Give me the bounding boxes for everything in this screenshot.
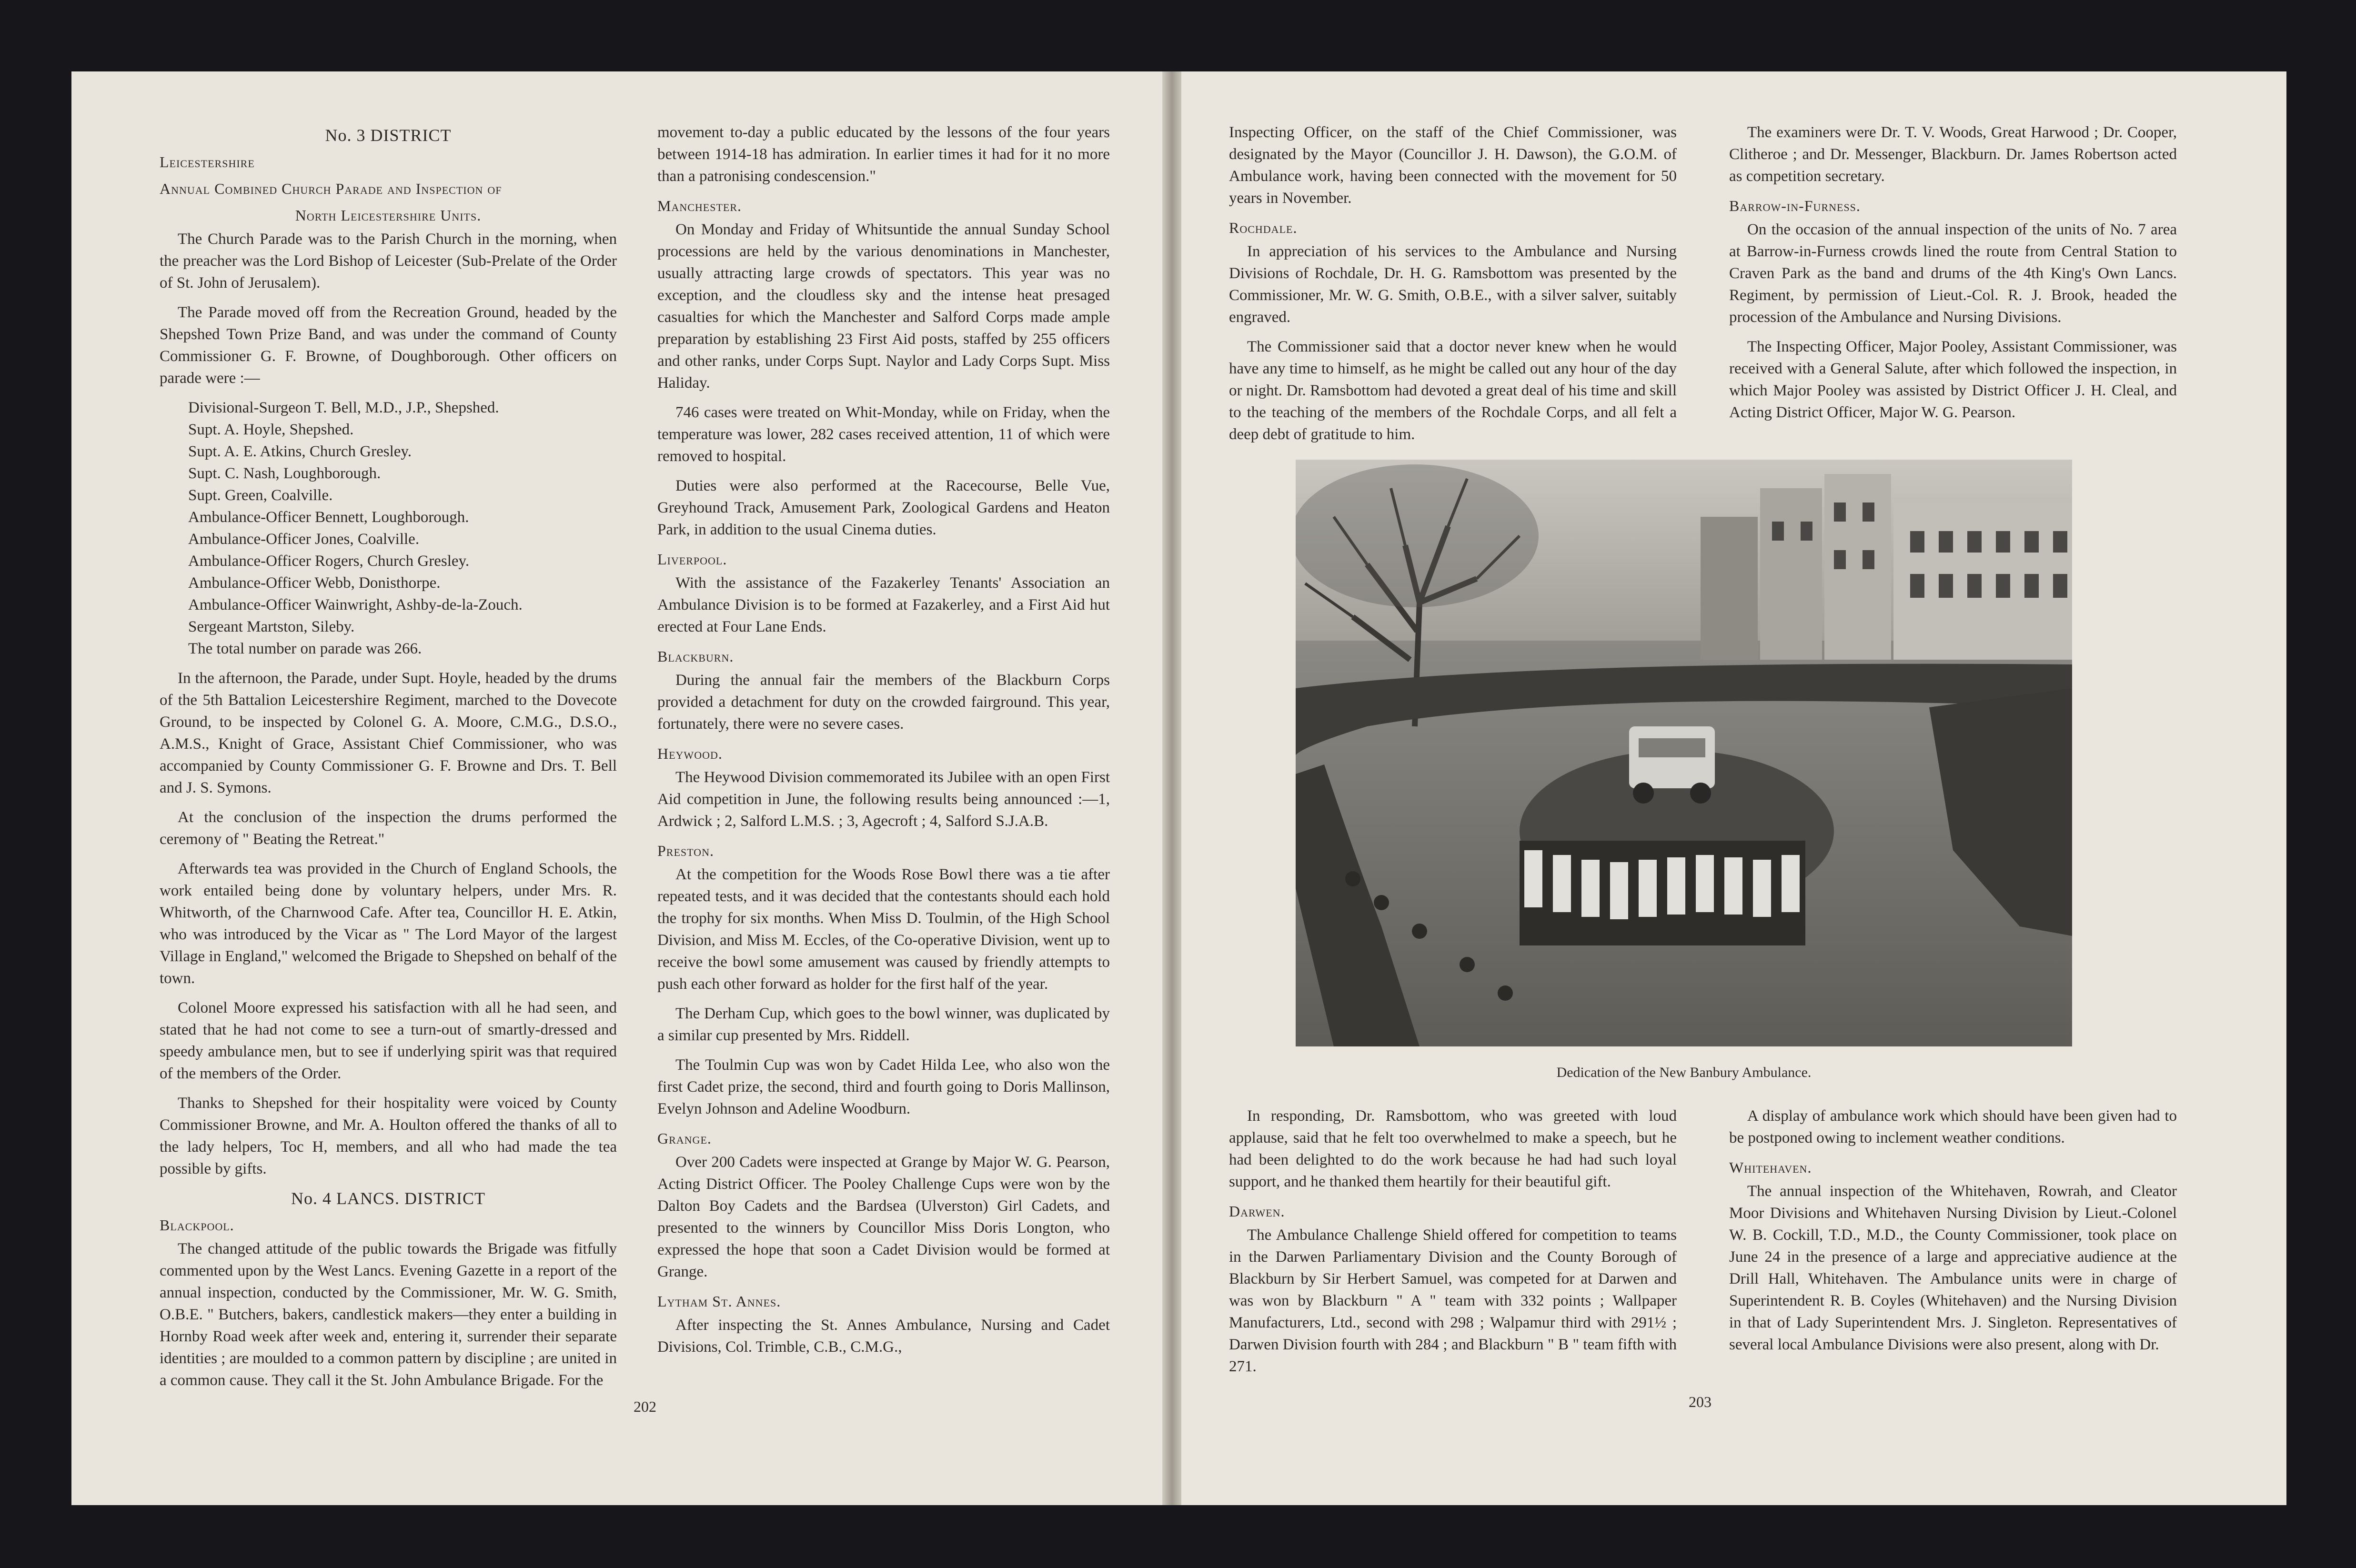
paragraph: With the assistance of the Fazakerley Tenants' Association an Ambulance Division is to be formed at Fazakerley, and a First Aid hut erected at Four Lane Ends.	[657, 574, 1110, 635]
paragraph: The Ambulance Challenge Shield offered for competition to teams in the Darwen Parliamentary Division and the County Borough of Blackburn by Sir Herbert Samuel, was competed for at Darwen and was won by Blackburn " A " team with 332 points ; Wallpaper Manufacturers, Ltd., second with 298 ; Walpamur third with 291½ ; Darwen Division fourth with 284 ; and Blackburn " B " team fifth with 271.	[1229, 1226, 1677, 1375]
paragraph: The Church Parade was to the Parish Church in the morning, when the preacher was the Lord Bishop of Leicester (Sub-Prelate of the Order of St. John of Jerusalem).	[160, 231, 617, 291]
right-column-1-top	[1229, 121, 1677, 453]
section-heading: Manchester.	[657, 197, 742, 214]
page-number: 203	[1689, 1393, 1712, 1410]
right-column-1-bottom	[1229, 1105, 1677, 1385]
district-heading: No. 3 DISTRICT	[325, 126, 452, 145]
book-gutter	[1162, 71, 1181, 1505]
paragraph: At the competition for the Woods Rose Bowl there was a tie after repeated tests, and it was decided that the contestants should each hold the trophy for six months. When Miss D. Toulmin, of the High School Division, and Miss M. Eccles, of the Co-operative Division, went up to receive the bowl some amusement was caused by friendly attempts to push each other forward as holder for the first half of the year.	[657, 866, 1110, 993]
paragraph: At the conclusion of the inspection the drums performed the ceremony of " Beating the Retreat."	[160, 809, 617, 848]
paragraph: movement to-day a public educated by the lessons of the four years between 1914-18 has admiration. In earlier times it had for it no more than a patronising condescension."	[657, 124, 1110, 185]
paragraph: 746 cases were treated on Whit-Monday, while on Friday, when the temperature was lower, 282 cases received attention, 11 of which were removed to hospital.	[657, 404, 1110, 465]
paragraph: On Monday and Friday of Whitsuntide the annual Sunday School processions are held by the various denominations in Manchester, usually attracting large crowds of spectators. This year was no exception, and the cloudless sky and the intense heat presaged casualties for which the Manchester and Salford Corps made ample preparation by establishing 23 First Aid posts, staffed by 255 officers and other ranks, under Corps Supt. Naylor and Lady Corps Supt. Miss Haliday.	[657, 221, 1110, 392]
section-heading: Preston.	[657, 842, 714, 859]
list-item: Divisional-Surgeon T. Bell, M.D., J.P., Shepshed.	[188, 399, 499, 416]
section-heading: Barrow-in-Furness.	[1729, 197, 1861, 214]
list-item: Ambulance-Officer Jones, Coalville.	[188, 531, 420, 548]
district-heading: No. 4 LANCS. DISTRICT	[291, 1189, 486, 1208]
officer-list	[160, 397, 617, 660]
list-item: Ambulance-Officer Wainwright, Ashby-de-la-Zouch.	[188, 596, 523, 613]
left-column-1	[160, 121, 617, 1399]
section-heading: Blackburn.	[657, 648, 734, 665]
ambulance-dedication-photo	[1296, 460, 2072, 1046]
paragraph: A display of ambulance work which should have been given had to be postponed owing to inclement weather conditions.	[1729, 1107, 2177, 1146]
section-heading: Heywood.	[657, 745, 723, 762]
paragraph: The Heywood Division commemorated its Jubilee with an open First Aid competition in June, the following results being announced :—1, Ardwick ; 2, Salford L.M.S. ; 3, Agecroft ; 4, Salford S.J.A.B.	[657, 769, 1110, 830]
paragraph: Afterwards tea was provided in the Church of England Schools, the work entailed being done by voluntary helpers, under Mrs. R. Whitworth, of the Charnwood Cafe. After tea, Councillor H. E. Atkin, who was introduced by the Vicar as " The Lord Mayor of the largest Village in England," welcomed the Brigade to Shepshed on behalf of the town.	[160, 860, 617, 987]
paragraph: The changed attitude of the public towards the Brigade was fitfully commented upon by the West Lancs. Evening Gazette in a report of the annual inspection, conducted by the Commissioner, Mr. W. G. Smith, O.B.E. " Butchers, bakers, candlestick makers—they enter a building in Hornby Road week after week and, entering it, surrender their separate identities ; are moulded to a common pattern by discipline ; are united in a common cause. They call it the St. John Ambulance Brigade. For the	[160, 1240, 617, 1389]
section-heading: Blackpool.	[160, 1216, 234, 1234]
paragraph: In responding, Dr. Ramsbottom, who was greeted with loud applause, said that he felt too overwhelmed to make a speech, but he had been delighted to do the work because he had had such loyal support, and he thanked them heartily for their beautiful gift.	[1229, 1107, 1677, 1190]
paragraph: Colonel Moore expressed his satisfaction with all he had seen, and stated that he had not come to see a turn-out of smartly-dressed and speedy ambulance men, but to see if underlying spirit was that required of the members of the Order.	[160, 999, 617, 1082]
list-item: Sergeant Martston, Sileby.	[188, 618, 355, 635]
paragraph: The Derham Cup, which goes to the bowl winner, was duplicated by a similar cup presented by Mrs. Riddell.	[657, 1005, 1110, 1044]
list-item: Supt. A. E. Atkins, Church Gresley.	[188, 443, 412, 460]
paragraph: On the occasion of the annual inspection of the units of No. 7 area at Barrow-in-Furness crowds lined the route from Central Station to Craven Park as the band and drums of the 4th King's Own Lancs. Regiment, by permission of Lieut.-Col. R. J. Brook, headed the procession of the Ambulance and Nursing Divisions.	[1729, 221, 2177, 326]
paragraph: During the annual fair the members of the Blackburn Corps provided a detachment for duty on the crowded fairground. This year, fortunately, there were no severe cases.	[657, 672, 1110, 733]
paragraph: In the afternoon, the Parade, under Supt. Hoyle, headed by the drums of the 5th Battalion Leicestershire Regiment, marched to the Dovecote Ground, to be inspected by Colonel G. A. Moore, C.M.G., D.S.O., A.M.S., Knight of Grace, Assistant Chief Commissioner, who was accompanied by County Commissioner G. F. Browne and Drs. T. Bell and J. S. Symons.	[160, 670, 617, 796]
photo-caption: Dedication of the New Banbury Ambulance.	[1556, 1065, 1812, 1080]
section-heading: Rochdale.	[1229, 219, 1298, 236]
page-number: 202	[634, 1398, 656, 1415]
section-heading: Lytham St. Annes.	[657, 1293, 781, 1310]
section-heading: Liverpool.	[657, 551, 727, 568]
list-item: Ambulance-Officer Webb, Donisthorpe.	[188, 574, 441, 592]
paragraph: The annual inspection of the Whitehaven, Rowrah, and Cleator Moor Divisions and Whitehaven Nursing Division by Lieut.-Colonel W. B. Cockill, T.D., M.D., the County Commissioner, took place on June 24 in the presence of a large and appreciative audience at the Drill Hall, Whitehaven. The Ambulance units were in charge of Superintendent R. B. Coyles (Whitehaven) and the Nursing Division in that of Lady Superintendent Mrs. J. Singleton. Representatives of several local Ambulance Divisions were also present, along with Dr.	[1729, 1183, 2177, 1353]
paragraph: The Parade moved off from the Recreation Ground, headed by the Shepshed Town Prize Band, and was under the command of County Commissioner G. F. Browne, of Doughborough. Other officers on parade were :—	[160, 304, 617, 387]
list-item: Ambulance-Officer Bennett, Loughborough.	[188, 509, 469, 526]
paragraph: Duties were also performed at the Racecourse, Belle Vue, Greyhound Track, Amusement Park, Zoological Gardens and Heaton Park, in addition to the usual Cinema duties.	[657, 477, 1110, 538]
list-item: Ambulance-Officer Rogers, Church Gresley.	[188, 553, 470, 570]
section-heading: Leicestershire	[160, 153, 255, 171]
list-item: Supt. Green, Coalville.	[188, 487, 333, 504]
left-column-2	[657, 121, 1110, 1366]
section-subheading: Annual Combined Church Parade and Inspection of	[160, 180, 502, 197]
paragraph: Inspecting Officer, on the staff of the Chief Commissioner, was designated by the Mayor (Councillor J. H. Dawson), the G.O.M. of Ambulance work, having been connected with the movement for 50 years in November.	[1229, 124, 1677, 207]
photo-illustration	[1296, 460, 2072, 1046]
paragraph: The Toulmin Cup was won by Cadet Hilda Lee, who also won the first Cadet prize, the second, third and fourth going to Doris Mallinson, Evelyn Johnson and Adeline Woodburn.	[657, 1056, 1110, 1117]
paragraph: In appreciation of his services to the Ambulance and Nursing Divisions of Rochdale, Dr. H. G. Ramsbottom was presented by the Commissioner, Mr. W. G. Smith, O.B.E., with a silver salver, suitably engraved.	[1229, 243, 1677, 326]
section-heading: Whitehaven.	[1729, 1159, 1812, 1176]
paragraph: Thanks to Shepshed for their hospitality were voiced by County Commissioner Browne, and Mr. A. Houlton offered the thanks of all to the lady helpers, Toc H, members, and all who had made the tea possible by gifts.	[160, 1095, 617, 1177]
section-subheading: North Leicestershire Units.	[295, 207, 482, 224]
paragraph: The Inspecting Officer, Major Pooley, Assistant Commissioner, was received with a General Salute, after which followed the inspection, in which Major Pooley was assisted by District Officer J. H. Cleal, and Acting District Officer, Major W. G. Pearson.	[1729, 338, 2177, 421]
section-heading: Darwen.	[1229, 1203, 1285, 1220]
section-heading: Grange.	[657, 1130, 712, 1147]
paragraph: The Commissioner said that a doctor never knew when he would have any time to himself, as he might be called out any hour of the day or night. Dr. Ramsbottom had devoted a great deal of his time and skill to the teaching of the members of the Rochdale Corps, and all felt a deep debt of gratitude to him.	[1229, 338, 1677, 443]
paragraph: After inspecting the St. Annes Ambulance, Nursing and Cadet Divisions, Col. Trimble, C.B., C.M.G.,	[657, 1317, 1110, 1356]
list-item: Supt. C. Nash, Loughborough.	[188, 465, 381, 482]
right-column-2-bottom	[1729, 1105, 2177, 1363]
list-item: Supt. A. Hoyle, Shepshed.	[188, 421, 354, 438]
paragraph: Over 200 Cadets were inspected at Grange by Major W. G. Pearson, Acting District Officer. The Pooley Challenge Cups were won by the Dalton Boy Cadets and the Bardsea (Ulverston) Girl Cadets, and presented to the winners by Councillor Miss Doris Longton, who expressed the hope that soon a Cadet Division would be formed at Grange.	[657, 1154, 1110, 1280]
list-item: The total number on parade was 266.	[188, 640, 422, 657]
right-column-2-top	[1729, 121, 2177, 431]
paragraph: The examiners were Dr. T. V. Woods, Great Harwood ; Dr. Cooper, Clitheroe ; and Dr. Messenger, Blackburn. Dr. James Robertson acted as competition secretary.	[1729, 124, 2177, 185]
